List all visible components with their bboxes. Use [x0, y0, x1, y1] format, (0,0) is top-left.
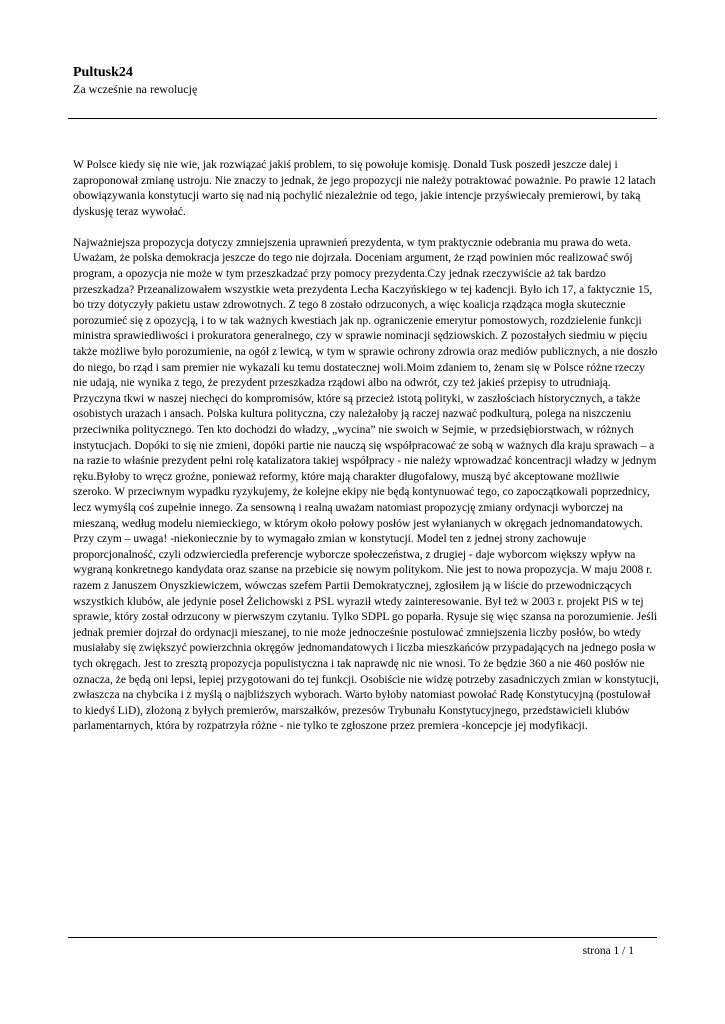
page-number: strona 1 / 1	[582, 945, 634, 957]
footer-divider	[68, 937, 657, 938]
site-title: Pultusk24	[73, 65, 133, 80]
header-divider	[68, 118, 657, 119]
article-paragraph: W Polsce kiedy się nie wie, jak rozwiązać jakiś problem, to się powołuje komisję. Donald Tusk poszedł jeszcze dalej i zaproponował zmianę ustroju. Nie znaczy to jednak, że jego propozycji nie należy potraktować poważnie. Po prawie 12 latach obowiązywania konstytucji warto się nad nią pochylić niezależnie od tego, jakie intencje przyświecały premierowi, by taką dyskusję teraz wywołać.	[73, 159, 656, 218]
article-body	[73, 158, 660, 750]
article-title: Za wcześnie na rewolucję	[73, 82, 198, 96]
page-header	[73, 64, 658, 97]
article-paragraph: Najważniejsza propozycja dotyczy zmniejszenia uprawnień prezydenta, w tym praktycznie odebrania mu prawa do weta. Uważam, że polska demokracja jeszcze do tego nie dojrzała. Doceniam argument, że rząd powinien móc realizować swój program, a opozycja nie może w tym przeszkadzać przy pomocy prezydenta.Czy jednak rzeczywiście aż tak bardzo przeszkadza? Przeanalizowałem wszystkie weta prezydenta Lecha Kaczyńskiego w tej kadencji. Było ich 17, a faktycznie 15, bo trzy dotyczyły pakietu ustaw zdrowotnych. Z tego 8 zostało odrzuconych, a więc koalicja rządząca mogła skutecznie porozumieć się z opozycją, i to w tak ważnych kwestiach jak np. ograniczenie emerytur pomostowych, rozdzielenie funkcji ministra sprawiedliwości i prokuratora generalnego, czy w sprawie nominacji sędziowskich. Z pozostałych siedmiu w pięciu także możliwe było porozumienie, na ogół z lewicą, w tym w sprawie ochrony zdrowia oraz mediów publicznych, a nie doszło do niego, bo rząd i sam premier nie wykazali ku temu dostatecznej woli.Moim zdaniem to, żenam się w Polsce różne rzeczy nie udają, nie wynika z tego, że prezydent przeszkadza rządowi albo na odwrót, czy też jakieś przepisy to utrudniają. Przyczyna tkwi w naszej niechęci do kompromisów, które są przecież istotą polityki, w zaszłościach historycznych, a także osobistych urazach i ansach. Polska kultura polityczna, czy należałoby ją raczej nazwać podkulturą, polega na niszczeniu przeciwnika politycznego. Ten kto dochodzi do władzy, „wycina” nie swoich w Sejmie, w przedsiębiorstwach, w różnych instytucjach. Dopóki to się nie zmieni, dopóki partie nie nauczą się współpracować ze sobą w ważnych dla kraju sprawach – a na razie to właśnie prezydent pełni rolę katalizatora takiej współpracy - nie należy wprowadzać koncentracji władzy w jednym ręku.Byłoby to wręcz groźne, ponieważ reformy, które mają charakter długofalowy, muszą być akceptowane możliwie szeroko. W przeciwnym wypadku ryzykujemy, że kolejne ekipy nie będą kontynuować tego, co zapoczątkowali poprzednicy, lecz wymyślą coś zupełnie innego. Za sensowną i realną uważam natomiast propozycję zmiany ordynacji wyborczej na mieszaną, według modelu niemieckiego, w którym około połowy posłów jest wyłanianych w okręgach jednomandatowych. Przy czym – uwaga! -niekoniecznie by to wymagało zmian w konstytucji. Model ten z jednej strony zachowuje proporcjonalność, czyli odzwierciedla preferencje wyborcze społeczeństwa, z drugiej - daje wyborcom większy wpływ na wygraną konkretnego kandydata oraz szanse na przebicie się nowym politykom. Nie jest to nowa propozycja. W maju 2008 r. razem z Januszem Onyszkiewiczem, wówczas szefem Partii Demokratycznej, zgłosiłem ją w liście do przewodniczących wszystkich klubów, ale jedynie poseł Żelichowski z PSL wyraził wtedy zainteresowanie. Był też w 2003 r. projekt PiS w tej sprawie, który został odrzucony w pierwszym czytaniu. Tylko SDPL go poparła. Rysuje się więc szansa na porozumienie. Jeśli jednak premier dojrzał do ordynacji mieszanej, to nie może jednocześnie postulować zmniejszenia liczby posłów, bo wtedy musiałaby się zwiększyć powierzchnia okręgów jednomandatowych i liczba mieszkańców przypadających na jednego posła w tych okręgach. Jest to zresztą propozycja populistyczna i tak naprawdę nic nie wnosi. To że będzie 360 a nie 460 posłów nie oznacza, że będą oni lepsi, lepiej przygotowani do tej funkcji. Osobiście nie widzę potrzeby zasadniczych zmian w konstytucji, zwłaszcza na chybcika i z myślą o najbliższych wyborach. Warto byłoby natomiast powołać Radę Konstytucyjną (postulował to kiedyś LiD), złożoną z byłych premierów, marszałków, prezesów Trybunału Konstytucyjnego, przedstawicieli klubów parlamentarnych, która by rozpatrzyła różne - nie tylko te zgłoszone przez premiera -koncepcje jej modyfikacji.	[73, 236, 659, 733]
